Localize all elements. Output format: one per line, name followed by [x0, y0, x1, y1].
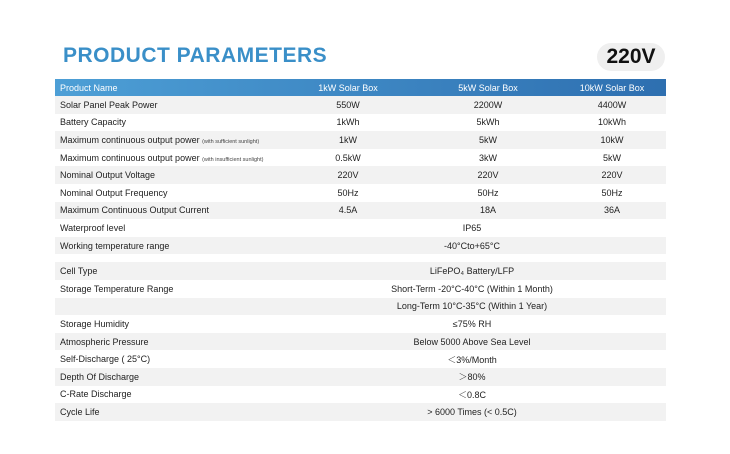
table-row	[55, 96, 666, 114]
row-value: ≤75% RH	[452, 318, 492, 329]
row-value: -40°Cto+65°C	[444, 240, 500, 251]
row-value: 10kWh	[597, 117, 626, 128]
header-1kw: 1kW Solar Box	[318, 82, 378, 93]
table-row	[55, 350, 666, 368]
row-label-note: (with insufficient sunlight)	[202, 156, 264, 163]
row-value: LiFePO₄ Battery/LFP	[429, 266, 515, 277]
row-label: Storage Humidity	[60, 318, 130, 329]
row-value: 5kW	[479, 134, 497, 145]
row-value: 36A	[603, 205, 620, 216]
row-label	[55, 135, 278, 145]
row-value: 1kW	[339, 134, 357, 145]
row-value: 10kW	[600, 134, 624, 145]
table-row	[55, 386, 666, 404]
row-value: Short-Term -20°C-40°C (Within 1 Month)	[391, 283, 553, 294]
header-product-name: Product Name	[60, 82, 118, 93]
row-value: 0.5kW	[335, 152, 361, 163]
row-value: 4400W	[597, 99, 627, 110]
table-row	[55, 202, 666, 220]
row-label: Storage Temperature Range	[60, 283, 174, 294]
table-row	[55, 114, 666, 132]
table-row	[55, 131, 666, 149]
row-value: 50Hz	[337, 187, 359, 198]
row-value: 5kWh	[476, 117, 500, 128]
row-label-text: Maximum continuous output power	[60, 152, 200, 163]
row-label: Solar Panel Peak Power	[60, 99, 158, 110]
row-value: ＞80%	[458, 372, 486, 383]
row-value: 5kW	[603, 152, 621, 163]
row-label: Cycle Life	[60, 406, 100, 417]
row-label: Cell Type	[60, 266, 98, 277]
row-label: Self-Discharge ( 25°C)	[60, 354, 151, 365]
table-row	[55, 149, 666, 167]
row-value: 4.5A	[338, 205, 358, 216]
row-label: Nominal Output Voltage	[60, 170, 156, 181]
row-label: Waterproof level	[60, 222, 126, 233]
table-row	[55, 368, 666, 386]
row-value: 50Hz	[477, 187, 499, 198]
section-gap	[55, 254, 666, 262]
row-value: 1kWh	[336, 117, 360, 128]
table-row	[55, 262, 666, 280]
row-label: C-Rate Discharge	[60, 389, 132, 400]
row-label: Depth Of Discharge	[60, 371, 140, 382]
row-value: > 6000 Times (< 0.5C)	[427, 406, 517, 417]
row-value: Long-Term 10°C-35°C (Within 1 Year)	[396, 301, 548, 312]
table-row	[55, 315, 666, 333]
header-5kw: 5kW Solar Box	[458, 82, 518, 93]
header-10kw: 10kW Solar Box	[579, 82, 645, 93]
row-value: 18A	[479, 205, 496, 216]
table-row	[55, 184, 666, 202]
table-row	[55, 333, 666, 351]
table-row	[55, 298, 666, 316]
row-label: Nominal Output Frequency	[60, 187, 168, 198]
row-value: 3kW	[479, 152, 497, 163]
parameters-table	[55, 79, 666, 421]
row-value: ＜0.8C	[457, 389, 486, 400]
row-value: ＜3%/Month	[447, 354, 497, 365]
row-label: Battery Capacity	[60, 117, 127, 128]
row-label: Atmospheric Pressure	[60, 336, 149, 347]
table-row	[55, 219, 666, 237]
table-row	[55, 403, 666, 421]
row-value: 220V	[477, 170, 499, 181]
row-value: 2200W	[473, 99, 503, 110]
row-label-text: Maximum continuous output power	[60, 134, 200, 145]
voltage-badge: 220V	[597, 43, 665, 71]
row-label	[55, 153, 278, 163]
table-header	[55, 79, 666, 96]
table-row	[55, 280, 666, 298]
row-value: 220V	[601, 170, 623, 181]
row-value: 220V	[337, 170, 359, 181]
row-label: Maximum Continuous Output Current	[60, 205, 210, 216]
table-row	[55, 237, 666, 255]
row-value: 50Hz	[601, 187, 623, 198]
row-value: Below 5000 Above Sea Level	[413, 336, 531, 347]
row-label: Working temperature range	[60, 240, 170, 251]
row-value: 550W	[336, 99, 360, 110]
row-value: IP65	[462, 222, 482, 233]
page-title: PRODUCT PARAMETERS	[63, 44, 328, 67]
table-row	[55, 166, 666, 184]
row-label-note: (with sufficient sunlight)	[202, 138, 260, 145]
